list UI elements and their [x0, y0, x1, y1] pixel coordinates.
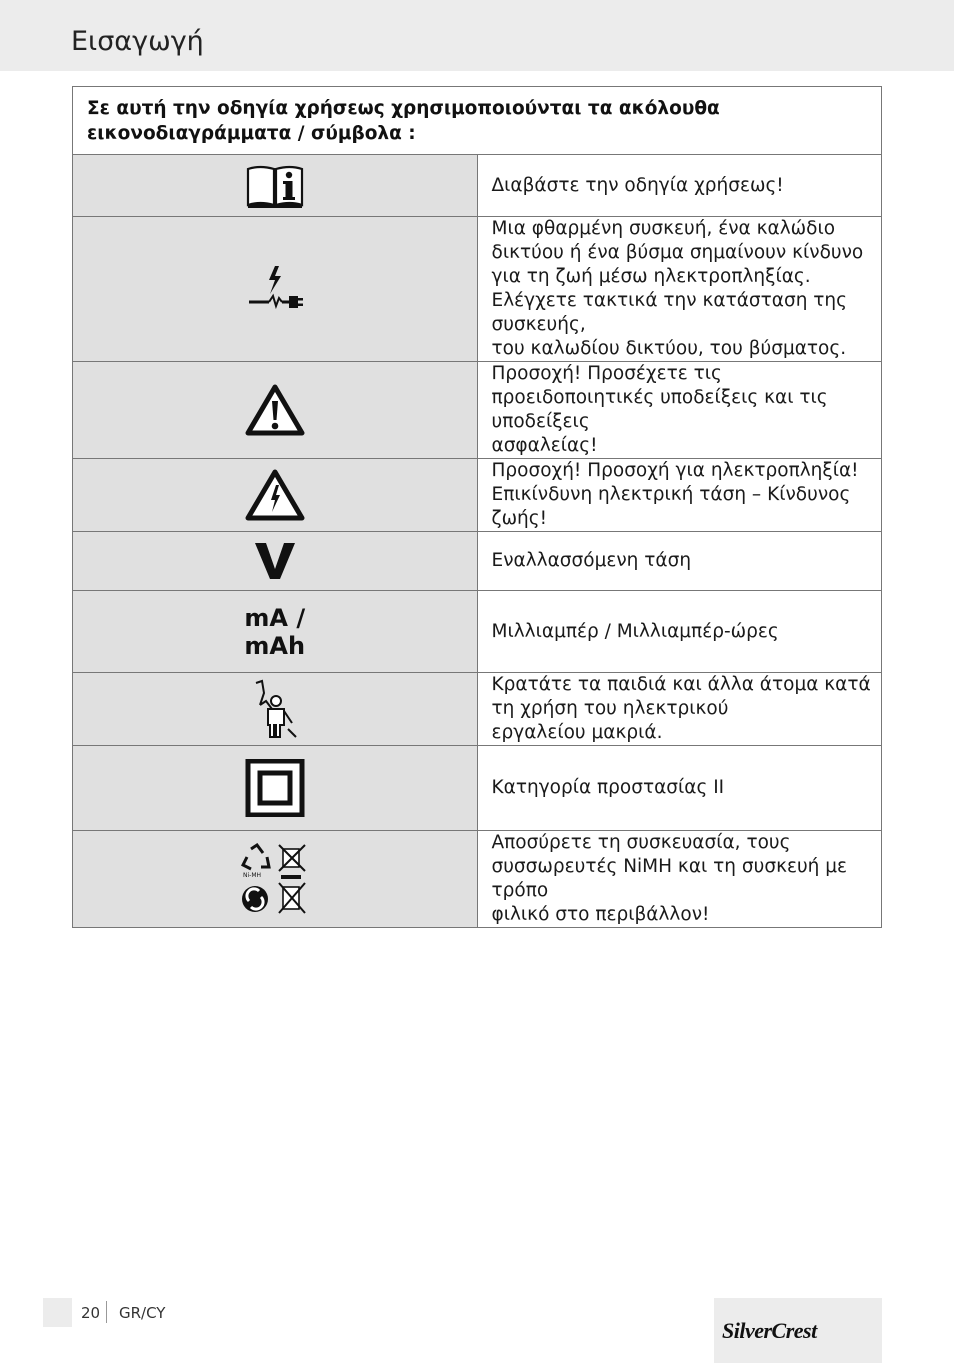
- page-number: 20: [81, 1304, 101, 1322]
- region-code: GR/CY: [119, 1304, 166, 1322]
- description-cell: [477, 155, 882, 217]
- description-line: Προσοχή! Προσέχετε τις προειδοποιητικές υποδείξεις και τις υποδείξεις: [491, 363, 828, 432]
- description-line: Διαβάστε την οδηγία χρήσεως!: [491, 174, 784, 196]
- description-cell: [477, 362, 882, 459]
- symbols-table: [72, 86, 882, 928]
- description-cell: [477, 746, 882, 831]
- description-line: Μια φθαρμένη συσκευή, ένα καλώδιο δικτύου ή ένα βύσμα σημαίνουν κίνδυνο: [491, 218, 864, 263]
- table-heading: [73, 87, 882, 155]
- description-line: Μιλλιαμπέρ / Μιλλιαμπέρ-ώρες: [491, 620, 779, 642]
- protection-class-ii-icon: [245, 759, 305, 817]
- manual-info-icon: [245, 163, 305, 209]
- unit-label: mAh: [244, 631, 306, 660]
- icon-cell: [73, 217, 478, 362]
- table-row: [73, 831, 882, 928]
- table-row: [73, 532, 882, 591]
- table-heading-row: [73, 87, 882, 155]
- table-row: [73, 155, 882, 217]
- table-row: [73, 459, 882, 532]
- recycling-disposal-icon: [241, 843, 309, 915]
- description-line: Αποσύρετε τη συσκευασία, τους συσσωρευτές NiMH και τη συσκευή με τρόπο: [491, 832, 848, 901]
- description-line: ασφαλείας!: [491, 435, 598, 456]
- milliampere-icon: [73, 604, 477, 660]
- icon-cell: [73, 459, 478, 532]
- description-line: Προσοχή! Προσοχή για ηλεκτροπληξία!: [491, 460, 859, 481]
- table-row: [73, 746, 882, 831]
- description-line: Επικίνδυνη ηλεκτρική τάση – Κίνδυνος ζωής!: [491, 484, 851, 529]
- table-row: [73, 591, 882, 673]
- table-heading-line: εικονοδιαγράμματα / σύμβολα :: [87, 122, 416, 144]
- description-line: εργαλείου μακριά.: [491, 722, 663, 743]
- footer-box: [43, 1298, 72, 1327]
- footer-divider: [106, 1301, 107, 1323]
- description-cell: [477, 217, 882, 362]
- keep-children-away-icon: [252, 679, 298, 739]
- icon-cell: [73, 831, 478, 928]
- brand-logo: SilverCrest: [722, 1318, 817, 1343]
- volt-icon: [253, 541, 297, 581]
- warning-triangle-icon: [245, 384, 305, 436]
- icon-cell: [73, 155, 478, 217]
- icon-cell: [73, 591, 478, 673]
- description-line: Κρατάτε τα παιδιά και άλλα άτομα κατά τη χρήση του ηλεκτρικού: [491, 674, 871, 719]
- nimh-label: Ni-MH: [242, 872, 261, 879]
- description-cell: [477, 591, 882, 673]
- description-cell: [477, 831, 882, 928]
- icon-cell: [73, 362, 478, 459]
- description-line: του καλωδίου δικτύου, του βύσματος.: [491, 338, 847, 359]
- icon-cell: [73, 673, 478, 746]
- unit-label: mA /: [244, 603, 306, 632]
- description-line: Εναλλασσόμενη τάση: [491, 550, 692, 571]
- description-cell: [477, 532, 882, 591]
- table-row: [73, 362, 882, 459]
- table-row: [73, 217, 882, 362]
- page-title: Εισαγωγή: [71, 26, 204, 57]
- description-cell: [477, 459, 882, 532]
- damaged-cable-icon: [245, 264, 305, 314]
- table-heading-line: Σε αυτή την οδηγία χρήσεως χρησιμοποιούνται τα ακόλουθα: [87, 97, 720, 119]
- description-cell: [477, 673, 882, 746]
- description-line: Κατηγορία προστασίας II: [491, 777, 725, 798]
- electric-shock-triangle-icon: [245, 469, 305, 521]
- icon-cell: [73, 532, 478, 591]
- description-line: για τη ζωή μέσω ηλεκτροπληξίας. Ελέγχετε τακτικά την κατάσταση της συσκευής,: [491, 266, 848, 335]
- icon-cell: [73, 746, 478, 831]
- table-row: [73, 673, 882, 746]
- description-line: φιλικό στο περιβάλλον!: [491, 904, 710, 925]
